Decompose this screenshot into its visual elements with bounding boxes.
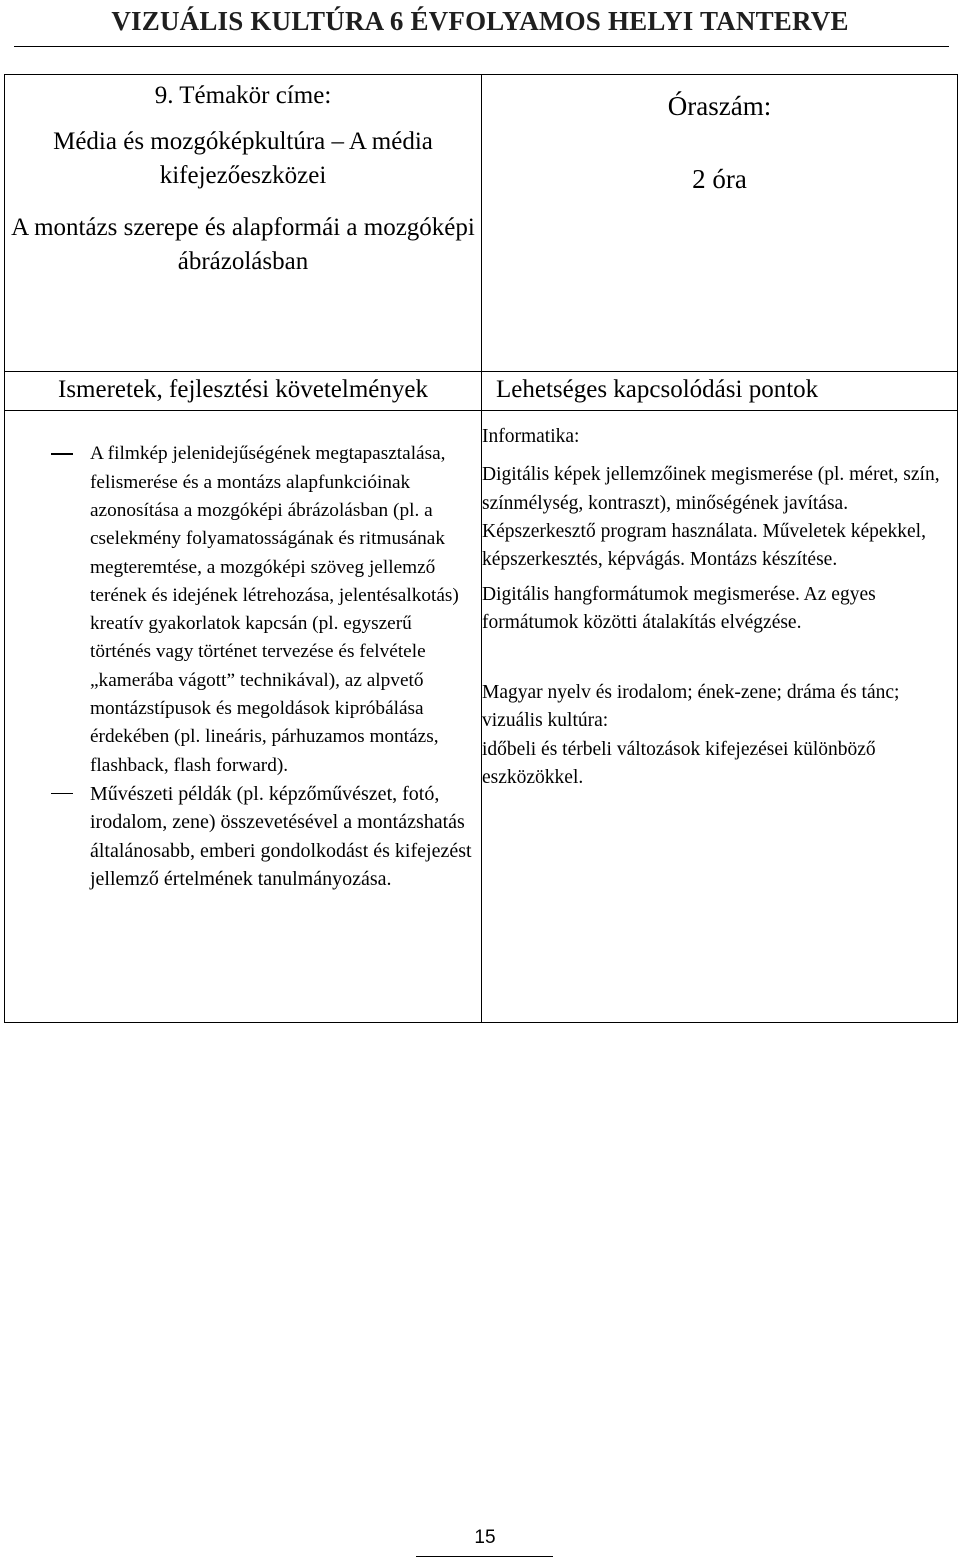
requirement-text: Művészeti példák (pl. képzőművészet, fotó, irodalom, zene) összevetésével a montázshatás általánosabb, emberi gondolkodást és kifejezést jellemző értelmének tanulmányozása. bbox=[90, 782, 472, 890]
requirements-list bbox=[5, 440, 481, 893]
list-item bbox=[5, 780, 481, 893]
topic-cell bbox=[5, 75, 482, 372]
informatics-paragraph: Digitális képek jellemzőinek megismerése (pl. méret, szín, színmélység, kontraszt), minőségének javítása. Képszerkesztő program használata. Műveletek képekkel, képszerkesztés, képvágás. Montázs készítése. bbox=[482, 464, 940, 571]
topic-label: 9. Témakör címe: bbox=[154, 82, 332, 109]
requirements-cell bbox=[5, 411, 482, 1023]
topic-subtitle: A montázs szerepe és alapformái a mozgóképi ábrázolásban bbox=[11, 214, 475, 275]
other-subjects-paragraph: időbeli és térbeli változások kifejezései különböző eszközökkel. bbox=[482, 738, 876, 789]
dash-bullet-icon bbox=[51, 453, 73, 455]
links-heading: Lehetséges kapcsolódási pontok bbox=[496, 376, 819, 404]
other-subjects-label: Magyar nyelv és irodalom; ének-zene; dráma és tánc; vizuális kultúra: bbox=[482, 682, 900, 732]
requirement-text: A filmkép jelenidejűségének megtapasztalása, felismerése és a montázs alapfunkcióinak azonosítása a mozgóképi ábrázolásban (pl. a cselekmény folyamatosságának és ritmusának megteremtése, a mozgóképi szöveg jellemző terének és idejének létrehozása, jelentésalkotás) kreatív gyakorlatok kapcsán (pl. egyszerű történés vagy történet tervezése és felvétele „kamerába vágott” technikával), az alpvető montázstípusok és megoldások kipróbálása érdekében (pl. lineáris, párhuzamos montázs, flashback, flash forward). bbox=[90, 443, 459, 776]
requirements-heading-cell bbox=[5, 372, 482, 411]
dash-bullet-icon bbox=[51, 793, 73, 795]
header-rule bbox=[14, 46, 949, 47]
document-header bbox=[0, 0, 960, 48]
links-heading-cell bbox=[482, 372, 958, 411]
links-cell bbox=[482, 411, 958, 1023]
informatics-label: Informatika: bbox=[482, 426, 580, 448]
curriculum-table bbox=[4, 74, 958, 1023]
list-item bbox=[5, 440, 481, 780]
hours-value: 2 óra bbox=[692, 164, 747, 194]
document-title: VIZUÁLIS KULTÚRA 6 ÉVFOLYAMOS HELYI TANTERVE bbox=[111, 6, 849, 36]
requirements-heading: Ismeretek, fejlesztési követelmények bbox=[58, 376, 428, 404]
hours-label: Óraszám: bbox=[667, 91, 772, 121]
page-number-rule bbox=[416, 1556, 553, 1557]
hours-cell bbox=[482, 75, 958, 372]
topic-title: Média és mozgóképkultúra – A média kifejezőeszközei bbox=[53, 128, 433, 189]
informatics-paragraph: Digitális hangformátumok megismerése. Az egyes formátumok közötti átalakítás elvégzése. bbox=[482, 583, 876, 633]
page-number: 15 bbox=[474, 1527, 496, 1548]
